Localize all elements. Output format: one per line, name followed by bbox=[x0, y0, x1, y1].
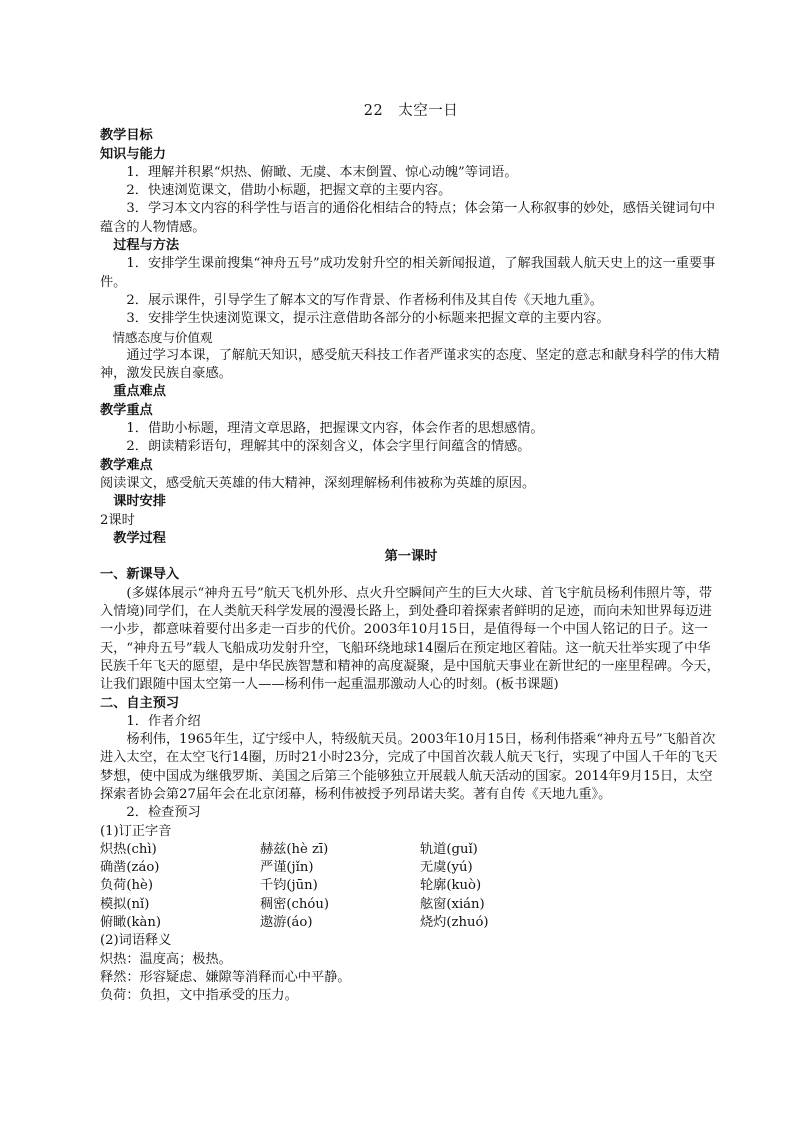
process-method-item: 3．安排学生快速浏览课文，提示注意借助各部分的小标题来把握文章的主要内容。 bbox=[126, 311, 610, 327]
knowledge-item: 2．快速浏览课文，借助小标题，把握文章的主要内容。 bbox=[126, 183, 452, 199]
pinyin-item: 模拟(nǐ) bbox=[100, 896, 150, 912]
process-method-heading: 过程与方法 bbox=[113, 238, 180, 254]
preview-heading: 二、自主预习 bbox=[100, 695, 180, 711]
author-heading: 1．作者介绍 bbox=[126, 713, 201, 729]
pinyin-item: 俯瞰(kàn) bbox=[100, 915, 162, 931]
pinyin-item: 确凿(záo) bbox=[100, 860, 160, 876]
difficulty-text: 阅读课文，感受航天英雄的伟大精神，深刻理解杨利伟被称为英雄的原因。 bbox=[100, 475, 536, 491]
pinyin-item: 无虞(yú) bbox=[420, 860, 473, 876]
pinyin-item: 千钧(jūn) bbox=[260, 878, 318, 894]
pinyin-table bbox=[100, 841, 722, 932]
vocab-item: 炽热：温度高；极热。 bbox=[100, 951, 232, 967]
knowledge-item: 1．理解并积累“炽热、俯瞰、无虞、本末倒置、惊心动魄”等词语。 bbox=[126, 164, 518, 180]
document-page bbox=[100, 102, 722, 1006]
focus-item: 2．朗读精彩语句，理解其中的深刻含义，体会字里行间蕴含的情感。 bbox=[126, 439, 531, 455]
author-text: 杨利伟，1965年生，辽宁绥中人，特级航天员。2003年10月15日，杨利伟搭乘“神舟五号”飞船首次进入太空，在太空飞行14圈，历时21小时23分，完成了中国首次载人航天飞行，实现了中国人千年的飞天梦想，使中国成为继俄罗斯、美国之后第三个能够独立开展载人航天活动的国家。2014年9月15日，太空探索者协会第27届年会在北京闭幕，杨利伟被授予列昂诺夫奖。著有自传《天地九重》。 bbox=[100, 732, 718, 802]
pinyin-item: 舷窗(xián) bbox=[420, 896, 485, 912]
schedule-heading: 课时安排 bbox=[113, 494, 166, 510]
pinyin-item: 严谨(jǐn) bbox=[260, 860, 314, 876]
process-heading: 教学过程 bbox=[113, 530, 166, 546]
intro-text: (多媒体展示“神舟五号”航天飞机外形、点火升空瞬间产生的巨大火球、首飞宇航员杨利伟照片等，带入情境)同学们，在人类航天科学发展的漫漫长路上，到处叠印着探索者鲜明的足迹，而向未知世界每迈进一小步，都意味着要付出多走一百步的代价。2003年10月15日，是值得每一个中国人铭记的日子。这一天，“神舟五号”载人飞船成功发射升空，飞船环绕地球14圈后在预定地区着陆。这一航天壮举实现了中华民族千年飞天的愿望，是中华民族智慧和精神的高度凝聚，是中国航天事业在新世纪的一座里程碑。今天，让我们跟随中国太空第一人——杨利伟一起重温那激动人心的时刻。(板书课题) bbox=[100, 585, 720, 693]
key-points-heading: 重点难点 bbox=[113, 384, 166, 400]
emotion-text: 通过学习本课，了解航天知识，感受航天科技工作者严谨求实的态度、坚定的意志和献身科学的伟大精神，激发民族自豪感。 bbox=[100, 347, 720, 382]
intro-heading: 一、新课导入 bbox=[100, 567, 180, 583]
lesson-heading: 第一课时 bbox=[384, 549, 438, 565]
schedule-value: 2课时 bbox=[100, 512, 135, 528]
vocab-item: 负荷：负担，文中指承受的压力。 bbox=[100, 988, 298, 1004]
check-heading: 2．检查预习 bbox=[126, 805, 201, 821]
pinyin-item: 遨游(áo) bbox=[260, 915, 313, 931]
pinyin-item: 轨道(guǐ) bbox=[420, 841, 478, 857]
process-method-item: 2．展示课件，引导学生了解本文的写作背景、作者杨利伟及其自传《天地九重》。 bbox=[126, 292, 603, 308]
pinyin-item: 轮廓(kuò) bbox=[420, 878, 482, 894]
focus-item: 1．借助小标题，理清文章思路，把握课文内容，体会作者的思想感情。 bbox=[126, 421, 544, 437]
focus-heading: 教学重点 bbox=[100, 402, 153, 418]
pinyin-item: 炽热(chì) bbox=[100, 841, 157, 857]
pinyin-item: 稠密(chóu) bbox=[260, 896, 329, 912]
emotion-heading: 情感态度与价值观 bbox=[112, 329, 213, 345]
document-title: 22 太空一日 bbox=[363, 103, 459, 119]
knowledge-item: 3．学习本文内容的科学性与语言的通俗化相结合的特点；体会第一人称叙事的妙处，感悟关键词句中蕴含的人物情感。 bbox=[100, 201, 716, 235]
pinyin-item: 负荷(hè) bbox=[100, 878, 153, 894]
pinyin-item: 烧灼(zhuó) bbox=[420, 915, 489, 931]
vocab-item: 释然：形容疑虑、嫌隙等消释而心中平静。 bbox=[100, 969, 351, 985]
knowledge-heading: 知识与能力 bbox=[100, 146, 166, 162]
goals-heading: 教学目标 bbox=[100, 128, 153, 144]
difficulty-heading: 教学难点 bbox=[100, 457, 153, 473]
process-method-item: 1．安排学生课前搜集“神舟五号”成功发射升空的相关新闻报道，了解我国载人航天史上的这一重要事件。 bbox=[100, 256, 716, 290]
pinyin-item: 赫兹(hè zī) bbox=[260, 841, 329, 857]
vocab-heading: (2)词语释义 bbox=[100, 933, 172, 949]
pinyin-heading: (1)订正字音 bbox=[100, 823, 172, 839]
